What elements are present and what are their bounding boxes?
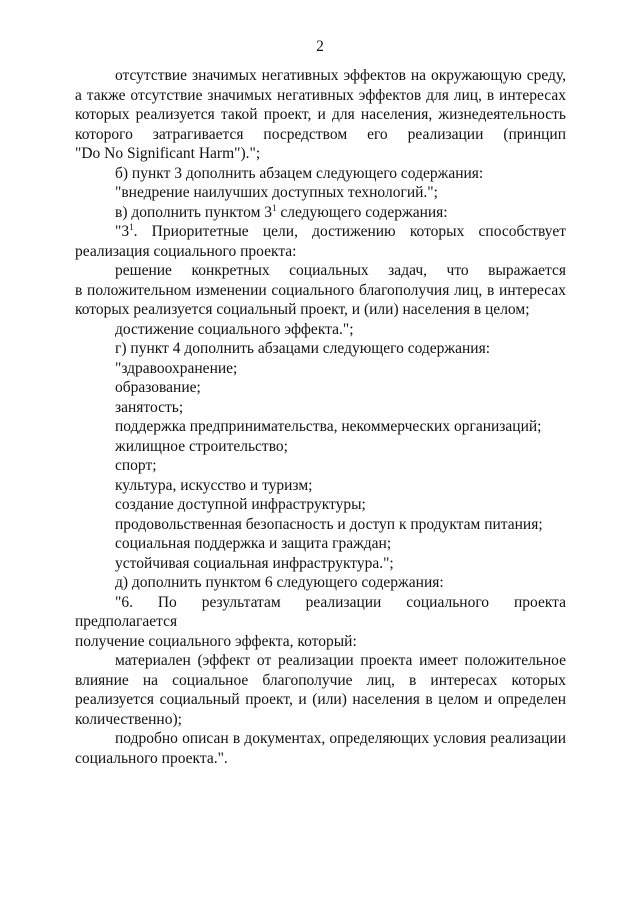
page-number: 2 — [316, 38, 324, 55]
text-line: реализуется социальный проект, и (или) населения в целом и определен — [75, 691, 566, 708]
list-item: поддержка предпринимательства, некоммерческих организаций; — [115, 418, 542, 435]
text-line: в положительном изменении социального благополучия лиц, в интересах — [75, 281, 566, 299]
superscript: 1 — [129, 222, 134, 232]
text-line: подробно описан в документах, определяющих условия реализации — [115, 730, 566, 747]
paragraph-social-tasks — [75, 261, 566, 320]
text-line: а также отсутствие значимых негативных эффектов для лиц, в интересах — [75, 86, 566, 104]
text-fragment: . Приоритетные цели, достижению которых способствует — [133, 223, 566, 240]
paragraph-point-c — [75, 203, 566, 223]
list-item: продовольственная безопасность и доступ к продуктам питания; — [115, 515, 543, 533]
list-item: спорт; — [115, 457, 157, 474]
text-line — [75, 222, 566, 242]
text-line: "6. По результатам реализации социального проекта предполагается — [75, 593, 566, 630]
paragraph-social-effect: достижение социального эффекта."; — [115, 320, 354, 338]
text-line: которых реализуется такой проект, и для населения, жизнедеятельность — [75, 106, 566, 123]
document-body — [75, 66, 566, 768]
text-line: социального проекта.". — [75, 749, 228, 767]
text-line: влияние на социальное благополучие лиц, в интересах которых — [75, 671, 566, 689]
sphere-list — [75, 359, 566, 574]
text-line: "Do No Significant Harm")."; — [75, 145, 261, 162]
list-item: создание доступной инфраструктуры; — [115, 496, 366, 513]
text-fragment: "3 — [115, 223, 130, 240]
list-item: занятость; — [115, 398, 184, 416]
text-line: отсутствие значимых негативных эффектов на окружающую среду, — [115, 67, 566, 84]
list-item: устойчивая социальная инфраструктура."; — [115, 554, 394, 572]
paragraph-point-d: г) пункт 4 дополнить абзацами следующего содержания: — [115, 340, 491, 357]
list-item: социальная поддержка и защита граждан; — [115, 535, 392, 552]
text-line: реализация социального проекта: — [75, 242, 297, 260]
paragraph-point-b: б) пункт 3 дополнить абзацем следующего содержания: — [115, 164, 484, 182]
text-line: количественно); — [75, 710, 182, 728]
paragraph-technologies: "внедрение наилучших доступных технологий."; — [115, 184, 438, 201]
text-line: которых реализуется социальный проект, и (или) населения в целом; — [75, 301, 530, 318]
text-line: которого затрагивается посредством его реализации (принцип — [75, 125, 566, 143]
paragraph-environment — [75, 66, 566, 164]
text-line: получение социального эффекта, который: — [75, 632, 357, 650]
list-item: культура, искусство и туризм; — [115, 476, 313, 494]
superscript: 1 — [272, 202, 277, 213]
list-item: жилищное строительство; — [115, 437, 288, 455]
text-line: решение конкретных социальных задач, что выражается — [115, 262, 566, 279]
text-line: материален (эффект от реализации проекта имеет положительное — [115, 652, 566, 669]
list-item: образование; — [115, 379, 201, 396]
paragraph-point-e: д) дополнить пунктом 6 следующего содержания: — [115, 574, 444, 591]
paragraph-material — [75, 651, 566, 729]
paragraph-priority-goals — [75, 222, 566, 261]
text-fragment: в) дополнить пунктом 3 — [115, 203, 272, 221]
paragraph-point-6 — [75, 593, 566, 652]
text-fragment: следующего содержания: — [276, 203, 448, 221]
list-item: "здравоохранение; — [115, 359, 238, 377]
paragraph-described — [75, 729, 566, 768]
